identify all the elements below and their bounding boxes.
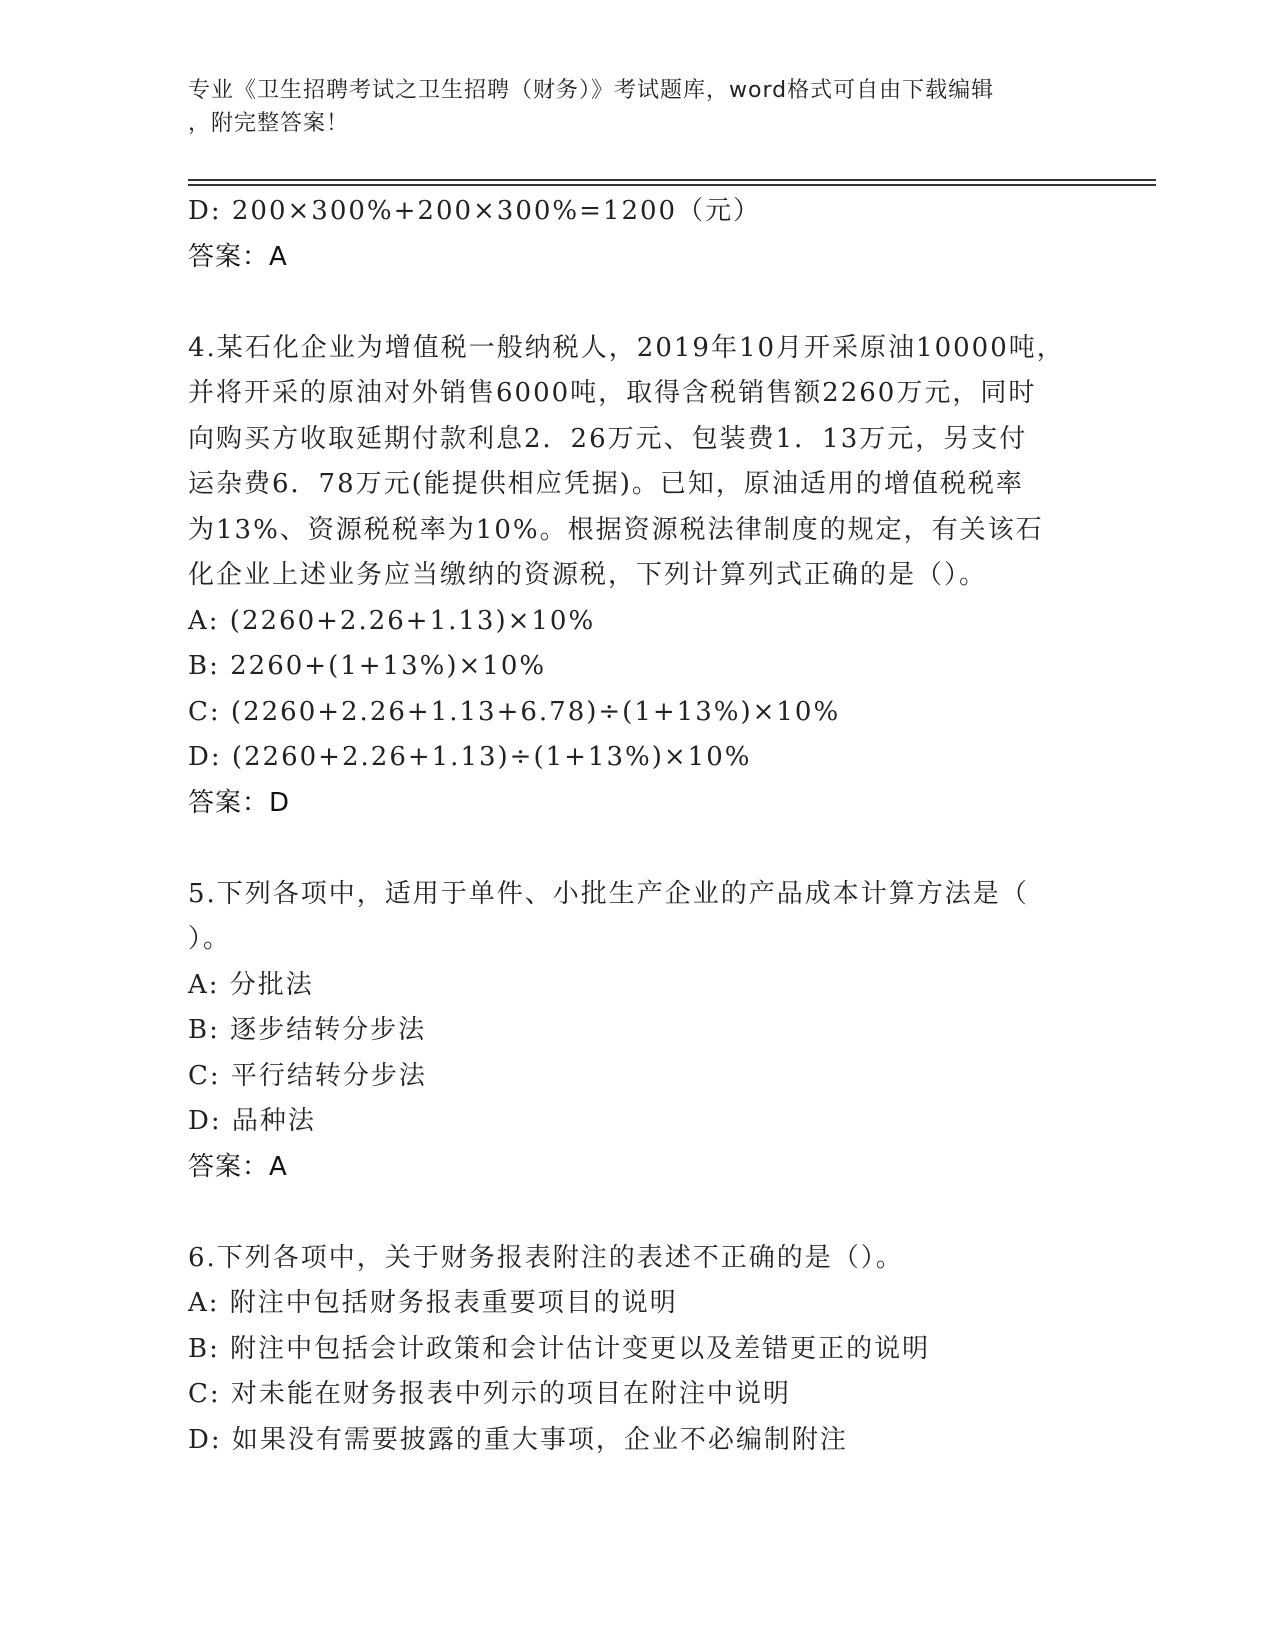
question-4 — [188, 326, 1088, 827]
question-6 — [188, 1236, 1088, 1464]
option-a: A: 分批法 — [188, 969, 314, 1000]
question-stem-line: 向购买方收取延期付款利息2．26万元、包装费1．13万元，另支付 — [188, 423, 1028, 454]
spacer — [188, 826, 1088, 872]
header-divider-top — [188, 179, 1156, 181]
option-c: C: 平行结转分步法 — [188, 1060, 427, 1091]
question-stem-line: 运杂费6．78万元(能提供相应凭据)。已知，原油适用的增值税税率 — [188, 469, 1024, 499]
option-c: C: 对未能在财务报表中列示的项目在附注中说明 — [188, 1379, 791, 1409]
question-content — [188, 189, 1088, 1463]
option-d: D: 品种法 — [188, 1106, 316, 1136]
option-d: D: 如果没有需要披露的重大事项，企业不必编制附注 — [188, 1424, 848, 1455]
option-a: A: (2260+2.26+1.13)×10% — [188, 605, 596, 636]
question-stem-line: 为13%、资源税税率为10%。根据资源税法律制度的规定，有关该石 — [188, 514, 1044, 545]
option-d: D: (2260+2.26+1.13)÷(1+13%)×10% — [188, 742, 752, 772]
answer-line: 答案：A — [188, 1151, 288, 1182]
option-a: A: 附注中包括财务报表重要项目的说明 — [188, 1288, 678, 1318]
question-stem-line: 并将开采的原油对外销售6000吨，取得含税销售额2260万元，同时 — [188, 378, 1037, 408]
option-d: D: 200×300%+200×300%=1200（元） — [188, 196, 762, 226]
option-b: B: 2260+(1+13%)×10% — [188, 651, 547, 681]
header-line-2: ，附完整答案！ — [188, 111, 350, 136]
page-header — [188, 74, 1068, 140]
question-stem-line: 化企业上述业务应当缴纳的资源税，下列计算列式正确的是（）。 — [188, 560, 988, 590]
spacer — [188, 280, 1088, 326]
question-stem-line: 6.下列各项中，关于财务报表附注的表述不正确的是（）。 — [188, 1242, 904, 1273]
question-stem-line: 4.某石化企业为增值税一般纳税人，2019年10月开采原油10000吨， — [188, 332, 1065, 363]
answer-line: 答案：A — [188, 241, 288, 272]
question-stem-line: 5.下列各项中，适用于单件、小批生产企业的产品成本计算方法是（ — [188, 878, 1029, 909]
spacer — [188, 1190, 1088, 1236]
option-c: C: (2260+2.26+1.13+6.78)÷(1+13%)×10% — [188, 696, 841, 727]
previous-question-tail — [188, 189, 1088, 280]
header-line-1: 专业《卫生招聘考试之卫生招聘（财务）》考试题库，word格式可自由下载编辑 — [188, 78, 995, 103]
question-stem-line: ）。 — [188, 924, 232, 954]
answer-line: 答案：D — [188, 787, 291, 818]
option-b: B: 附注中包括会计政策和会计估计变更以及差错更正的说明 — [188, 1333, 931, 1364]
question-5 — [188, 872, 1088, 1191]
header-divider-bottom — [188, 184, 1156, 186]
option-b: B: 逐步结转分步法 — [188, 1015, 427, 1045]
